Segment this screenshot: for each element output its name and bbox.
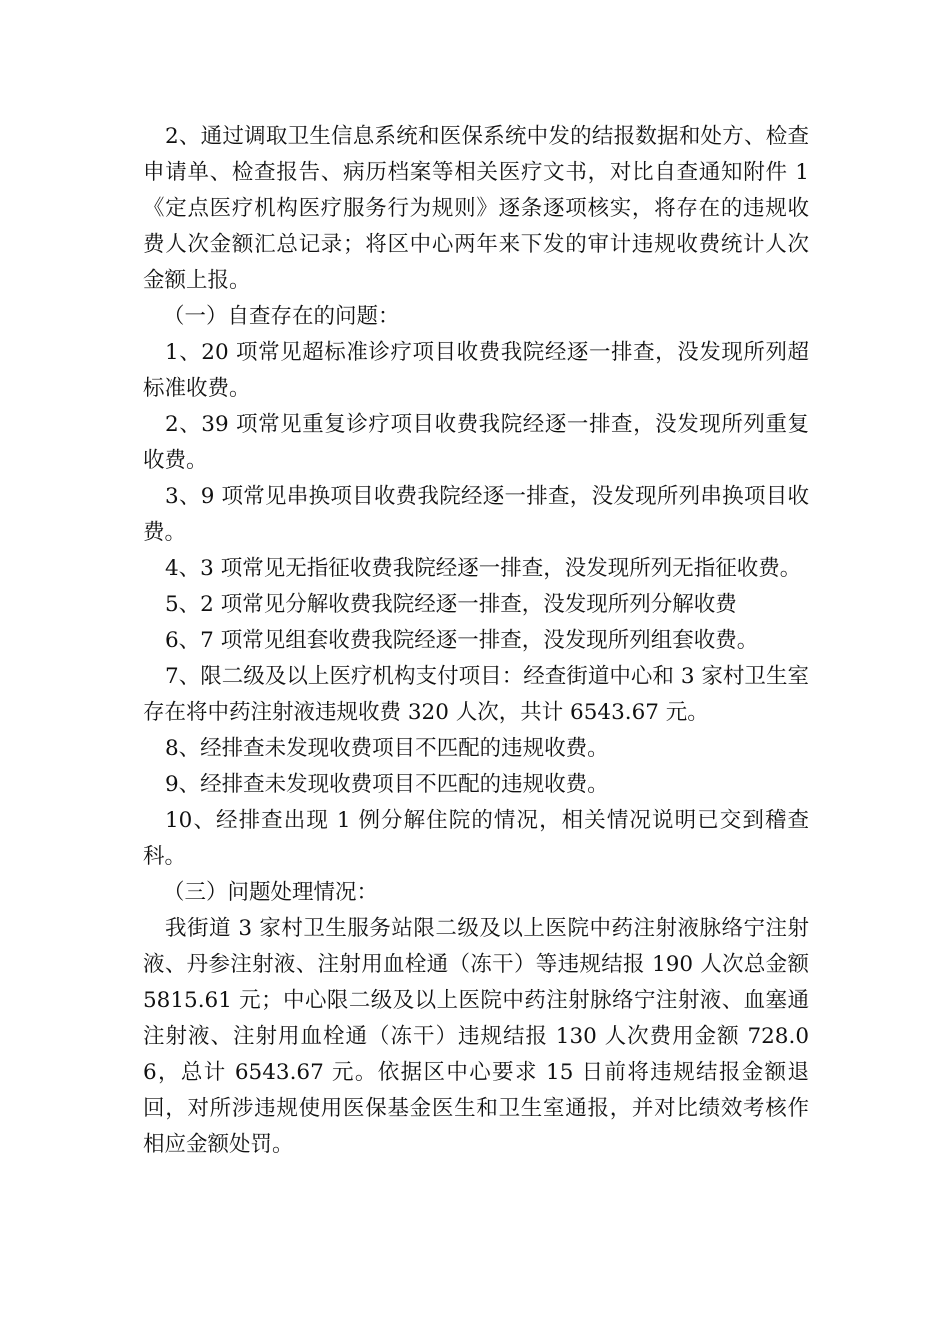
document-body xyxy=(143,119,809,1163)
list-item: 1、20 项常见超标准诊疗项目收费我院经逐一排查，没发现所列超标准收费。 xyxy=(143,340,809,401)
paragraph-data-collection: 2、通过调取卫生信息系统和医保系统中发的结报数据和处方、检查申请单、检查报告、病历档案等相关医疗文书，对比自查通知附件 1《定点医疗机构医疗服务行为规则》逐条逐项核实，将存在的违规收费人次金额汇总记录；将区中心两年来下发的审计违规收费统计人次金额上报。 xyxy=(143,124,809,293)
list-item: 8、经排查未发现收费项目不匹配的违规收费。 xyxy=(165,736,609,761)
list-item: 10、经排查出现 1 例分解住院的情况，相关情况说明已交到稽查科。 xyxy=(143,808,809,869)
list-item: 4、3 项常见无指征收费我院经逐一排查，没发现所列无指征收费。 xyxy=(165,556,802,581)
list-item: 2、39 项常见重复诊疗项目收费我院经逐一排查，没发现所列重复收费。 xyxy=(143,412,809,473)
list-item: 5、2 项常见分解收费我院经逐一排查，没发现所列分解收费 xyxy=(165,592,737,617)
section-heading-self-check-issues: （一）自查存在的问题： xyxy=(163,304,400,329)
list-item: 9、经排查未发现收费项目不匹配的违规收费。 xyxy=(165,772,609,797)
section-heading-handling: （三）问题处理情况： xyxy=(163,880,379,905)
paragraph-handling-details: 我街道 3 家村卫生服务站限二级及以上医院中药注射液脉络宁注射液、丹参注射液、注射用血栓通（冻干）等违规结报 190 人次总金额 5815.61 元；中心限二级及以上医院中药注射脉络宁注射液、血塞通注射液、注射用血栓通（冻干）违规结报 130 人次费用金额 728.06，总计 6543.67 元。依据区中心要求 15 日前将违规结报金额退回，对所涉违规使用医保基金医生和卫生室通报，并对比绩效考核作相应金额处罚。 xyxy=(143,916,809,1157)
list-item: 6、7 项常见组套收费我院经逐一排查，没发现所列组套收费。 xyxy=(165,628,759,653)
list-item: 3、9 项常见串换项目收费我院经逐一排查，没发现所列串换项目收费。 xyxy=(143,484,809,545)
list-item: 7、限二级及以上医疗机构支付项目：经查街道中心和 3 家村卫生室存在将中药注射液违规收费 320 人次，共计 6543.67 元。 xyxy=(143,664,809,725)
